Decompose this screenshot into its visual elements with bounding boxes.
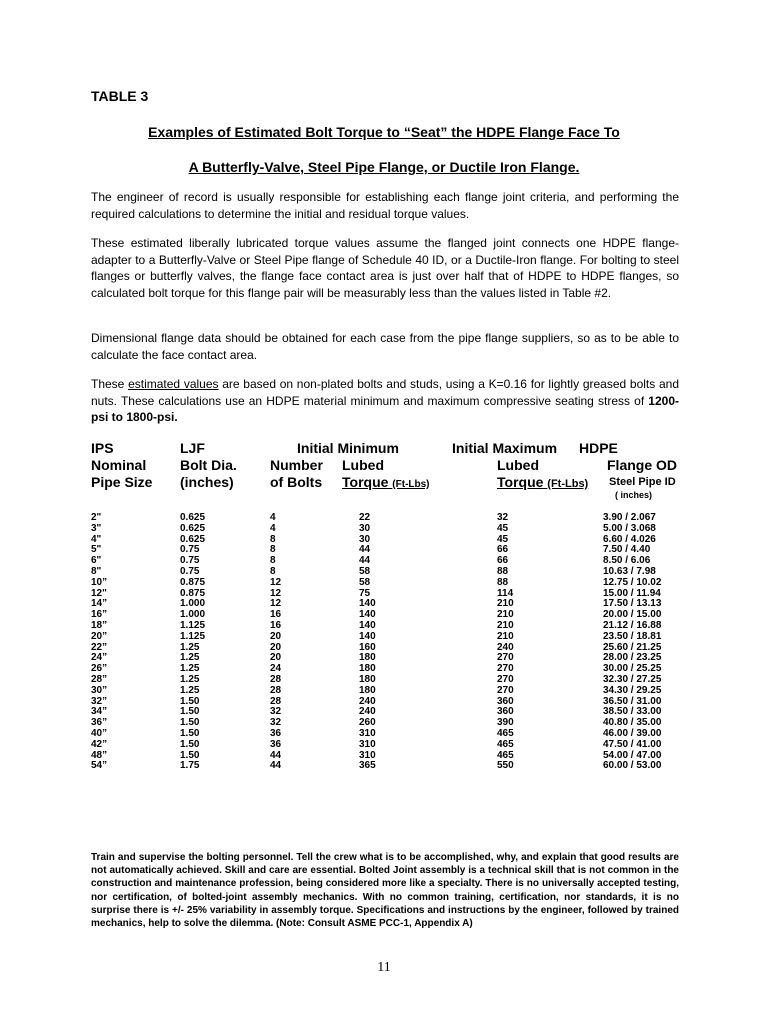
bolt-count-cell: 36 <box>270 727 282 739</box>
bolt-count-cell: 8 <box>270 555 276 567</box>
bolt-count-cell: 4 <box>270 522 276 534</box>
flange-od-cell: 46.00 / 39.00 <box>603 727 662 739</box>
ips-cell: 14” <box>91 598 108 610</box>
max-torque-cell: 66 <box>497 544 509 556</box>
header-bolt-dia: Bolt Dia. <box>180 457 237 473</box>
header-lubed-max: Lubed <box>497 457 539 473</box>
ips-cell: 24” <box>91 652 108 664</box>
ips-cell: 22” <box>91 641 108 653</box>
para4-before: These <box>91 377 129 391</box>
min-torque-cell: 140 <box>359 619 376 631</box>
table-row <box>0 686 768 697</box>
max-torque-cell: 210 <box>497 598 514 610</box>
ips-cell: 10” <box>91 576 108 588</box>
bolt-count-cell: 16 <box>270 609 282 621</box>
paragraph-engineer-of-record: The engineer of record is usually responsible for establishing each flange joint criteria, and performing the required calculations to determine the initial and residual torque values. <box>91 190 679 221</box>
ips-cell: 8" <box>91 565 102 577</box>
min-torque-cell: 180 <box>359 673 376 685</box>
bolt-count-cell: 12 <box>270 576 282 588</box>
header-torque-max-label: Torque <box>497 474 544 490</box>
header-ft-lbs-max: (Ft-Lbs) <box>547 478 589 490</box>
bolt-count-cell: 8 <box>270 565 276 577</box>
ips-cell: 48” <box>91 749 108 761</box>
flange-od-cell: 17.50 / 13.13 <box>603 598 662 610</box>
table-row <box>0 578 768 589</box>
min-torque-cell: 140 <box>359 630 376 642</box>
bolt-dia-cell: 0.75 <box>180 565 200 577</box>
ips-cell: 30” <box>91 684 108 696</box>
min-torque-cell: 180 <box>359 684 376 696</box>
torque-table-body <box>0 513 768 772</box>
min-torque-cell: 310 <box>359 749 376 761</box>
ips-cell: 26” <box>91 663 108 675</box>
header-nominal: Nominal <box>91 457 147 473</box>
flange-od-cell: 15.00 / 11.94 <box>603 587 661 599</box>
bolt-count-cell: 20 <box>270 630 282 642</box>
bolt-dia-cell: 1.50 <box>180 749 200 761</box>
flange-od-cell: 28.00 / 23.25 <box>603 652 662 664</box>
bolt-dia-cell: 1.25 <box>180 673 200 685</box>
min-torque-cell: 140 <box>359 609 376 621</box>
ips-cell: 3" <box>91 522 102 534</box>
flange-od-cell: 36.50 / 31.00 <box>603 695 662 707</box>
header-lubed-min: Lubed <box>342 457 384 473</box>
min-torque-cell: 30 <box>359 522 371 534</box>
header-of-bolts: of Bolts <box>270 474 323 490</box>
bolt-count-cell: 32 <box>270 717 282 729</box>
max-torque-cell: 88 <box>497 576 509 588</box>
table-row <box>0 545 768 556</box>
table-row <box>0 535 768 546</box>
min-torque-cell: 365 <box>359 760 376 772</box>
bolt-dia-cell: 0.625 <box>180 512 206 523</box>
flange-od-cell: 21.12 / 16.88 <box>603 619 662 631</box>
bolt-count-cell: 12 <box>270 587 282 599</box>
flange-od-cell: 25.60 / 21.25 <box>603 641 662 653</box>
bolt-dia-cell: 1.125 <box>180 630 206 642</box>
header-torque-min <box>342 474 430 490</box>
max-torque-cell: 360 <box>497 695 514 707</box>
ips-cell: 12" <box>91 587 107 599</box>
bolt-dia-cell: 1.50 <box>180 717 200 729</box>
table-title-line-1: Examples of Estimated Bolt Torque to “Seat” the HDPE Flange Face To <box>148 124 620 140</box>
max-torque-cell: 270 <box>497 684 514 696</box>
bolt-dia-cell: 0.875 <box>180 576 206 588</box>
max-torque-cell: 32 <box>497 512 509 523</box>
min-torque-cell: 160 <box>359 641 376 653</box>
max-torque-cell: 550 <box>497 760 514 772</box>
paragraph-estimated-values <box>91 376 679 426</box>
min-torque-cell: 310 <box>359 738 376 750</box>
table-row <box>0 761 768 772</box>
max-torque-cell: 270 <box>497 652 514 664</box>
flange-od-cell: 32.30 / 27.25 <box>603 673 662 685</box>
max-torque-cell: 210 <box>497 630 514 642</box>
max-torque-cell: 45 <box>497 522 509 534</box>
bolt-dia-cell: 0.625 <box>180 522 206 534</box>
bolt-count-cell: 20 <box>270 641 282 653</box>
bolt-count-cell: 4 <box>270 512 276 523</box>
max-torque-cell: 465 <box>497 738 514 750</box>
ips-cell: 2" <box>91 512 102 523</box>
bolt-count-cell: 28 <box>270 695 282 707</box>
max-torque-cell: 390 <box>497 717 514 729</box>
paragraph-lubricated-torque: These estimated liberally lubricated torque values assume the flanged joint connects one HDPE flange-adapter to a Butterfly-Valve or Steel Pipe flange of Schedule 40 ID, or a Ductile-Iron flange. For bolting to steel flanges or butterfly valves, the flange face contact area is just over half that of HDPE to HDPE flanges, so calculated bolt torque for this flange pair will be measurably less than the values listed in Table #2. <box>91 236 679 300</box>
flange-od-cell: 6.60 / 4.026 <box>603 533 656 545</box>
header-ips: IPS <box>91 440 114 456</box>
ips-cell: 42” <box>91 738 108 750</box>
bolt-dia-cell: 0.625 <box>180 533 206 545</box>
min-torque-cell: 30 <box>359 533 371 545</box>
table-row <box>0 524 768 535</box>
table-title-line-2: A Butterfly-Valve, Steel Pipe Flange, or Ductile Iron Flange. <box>188 159 580 175</box>
flange-od-cell: 47.50 / 41.00 <box>603 738 662 750</box>
max-torque-cell: 465 <box>497 727 514 739</box>
bolt-count-cell: 28 <box>270 673 282 685</box>
min-torque-cell: 140 <box>359 598 376 610</box>
max-torque-cell: 88 <box>497 565 509 577</box>
ips-cell: 54” <box>91 760 108 772</box>
bolt-dia-cell: 0.875 <box>180 587 206 599</box>
header-steel-pipe-id: Steel Pipe ID <box>609 476 676 488</box>
header-inches: (inches) <box>180 474 234 490</box>
ips-cell: 6" <box>91 555 102 567</box>
header-flange-od: Flange OD <box>607 457 678 473</box>
max-torque-cell: 114 <box>497 587 514 599</box>
bolt-dia-cell: 1.50 <box>180 706 200 718</box>
flange-od-cell: 12.75 / 10.02 <box>603 576 662 588</box>
flange-od-cell: 20.00 / 15.00 <box>603 609 662 621</box>
bolt-count-cell: 36 <box>270 738 282 750</box>
bolt-count-cell: 20 <box>270 652 282 664</box>
bolt-count-cell: 44 <box>270 760 282 772</box>
bolt-dia-cell: 1.25 <box>180 641 200 653</box>
min-torque-cell: 180 <box>359 652 376 664</box>
flange-od-cell: 34.30 / 29.25 <box>603 684 662 696</box>
flange-od-cell: 3.90 / 2.067 <box>603 512 656 523</box>
header-ft-lbs-min: (Ft-Lbs) <box>392 479 430 490</box>
ips-cell: 40” <box>91 727 108 739</box>
bolt-dia-cell: 1.50 <box>180 727 200 739</box>
ips-cell: 18” <box>91 619 108 631</box>
page-number: 11 <box>377 960 391 975</box>
bolt-dia-cell: 1.50 <box>180 695 200 707</box>
min-torque-cell: 240 <box>359 706 376 718</box>
bolt-dia-cell: 1.25 <box>180 684 200 696</box>
bolt-dia-cell: 1.125 <box>180 619 206 631</box>
header-inches-paren: ( inches) <box>615 490 653 500</box>
bolt-dia-cell: 1.25 <box>180 663 200 675</box>
flange-od-cell: 60.00 / 53.00 <box>603 760 662 772</box>
max-torque-cell: 66 <box>497 555 509 567</box>
max-torque-cell: 270 <box>497 663 514 675</box>
flange-od-cell: 10.63 / 7.98 <box>603 565 656 577</box>
bolt-dia-cell: 1.50 <box>180 738 200 750</box>
estimated-values-link-text: estimated values <box>128 377 219 391</box>
bolt-count-cell: 32 <box>270 706 282 718</box>
para4-middle: are based on non-plated bolts and studs, using a K=0.16 for lightly greased bolts and nuts. These calculations use an HDPE material minimum and maximum compressive seating stress of <box>91 377 680 408</box>
max-torque-cell: 465 <box>497 749 514 761</box>
ips-cell: 20” <box>91 630 108 642</box>
min-torque-cell: 240 <box>359 695 376 707</box>
ips-cell: 4" <box>91 533 102 545</box>
flange-od-cell: 30.00 / 25.25 <box>603 663 662 675</box>
flange-od-cell: 5.00 / 3.068 <box>603 522 656 534</box>
min-torque-cell: 44 <box>359 544 371 556</box>
min-torque-cell: 180 <box>359 663 376 675</box>
flange-od-cell: 23.50 / 18.81 <box>603 630 662 642</box>
bolt-dia-cell: 0.75 <box>180 544 200 556</box>
bolt-count-cell: 8 <box>270 533 276 545</box>
bolt-count-cell: 44 <box>270 749 282 761</box>
min-torque-cell: 75 <box>359 587 371 599</box>
min-torque-cell: 260 <box>359 717 376 729</box>
ips-cell: 5" <box>91 544 102 556</box>
bolt-count-cell: 28 <box>270 684 282 696</box>
max-torque-cell: 240 <box>497 641 514 653</box>
ips-cell: 36” <box>91 717 108 729</box>
min-torque-cell: 310 <box>359 727 376 739</box>
min-torque-cell: 22 <box>359 512 371 523</box>
header-torque-min-label: Torque <box>342 474 389 490</box>
header-pipe-size: Pipe Size <box>91 474 153 490</box>
bolt-dia-cell: 1.000 <box>180 598 206 610</box>
flange-od-cell: 54.00 / 47.00 <box>603 749 662 761</box>
header-ljf: LJF <box>180 440 205 456</box>
ips-cell: 16” <box>91 609 108 621</box>
bolt-dia-cell: 1.75 <box>180 760 200 772</box>
bolt-count-cell: 8 <box>270 544 276 556</box>
flange-od-cell: 8.50 / 6.06 <box>603 555 651 567</box>
min-torque-cell: 58 <box>359 576 371 588</box>
max-torque-cell: 210 <box>497 609 514 621</box>
max-torque-cell: 360 <box>497 706 514 718</box>
min-torque-cell: 58 <box>359 565 371 577</box>
paragraph-dimensional-data: Dimensional flange data should be obtained for each case from the pipe flange suppliers, so as to be able to calculate the face contact area. <box>91 331 679 362</box>
header-number: Number <box>270 457 323 473</box>
seating-stress-range: 1200-psi to 1800-psi. <box>91 393 679 424</box>
table-row <box>0 632 768 643</box>
bolt-count-cell: 12 <box>270 598 282 610</box>
table-row <box>0 740 768 751</box>
flange-od-cell: 7.50 / 4.40 <box>603 544 651 556</box>
bolt-dia-cell: 0.75 <box>180 555 200 567</box>
bolt-dia-cell: 1.000 <box>180 609 206 621</box>
max-torque-cell: 210 <box>497 619 514 631</box>
header-hdpe: HDPE <box>579 440 618 456</box>
bolt-count-cell: 16 <box>270 619 282 631</box>
ips-cell: 34” <box>91 706 108 718</box>
max-torque-cell: 270 <box>497 673 514 685</box>
footer-note: Train and supervise the bolting personnel. Tell the crew what is to be accomplished, why, and explain that good results are not automatically achieved. Skill and care are essential. Bolted Joint assembly is a technical skill that is not common in the construction and maintenance profession, being considered more like a specialty. There is no universally accepted testing, nor certification, of bolted-joint assembly mechanics. With no common training, certification, nor standards, it is no surprise there is +/- 25% variability in assembly torque. Specifications and instructions by the engineer, followed by trained mechanics, help to solve the dilemma. (Note: Consult ASME PCC-1, Appendix A) <box>91 852 679 930</box>
bolt-count-cell: 24 <box>270 663 282 675</box>
ips-cell: 28” <box>91 673 108 685</box>
max-torque-cell: 45 <box>497 533 509 545</box>
flange-od-cell: 38.50 / 33.00 <box>603 706 662 718</box>
header-initial-minimum: Initial Minimum <box>297 440 399 456</box>
flange-od-cell: 40.80 / 35.00 <box>603 717 662 729</box>
min-torque-cell: 44 <box>359 555 371 567</box>
ips-cell: 32” <box>91 695 108 707</box>
bolt-dia-cell: 1.25 <box>180 652 200 664</box>
header-initial-maximum: Initial Maximum <box>452 440 558 456</box>
table-label: TABLE 3 <box>91 88 149 104</box>
header-torque-max <box>497 474 588 490</box>
